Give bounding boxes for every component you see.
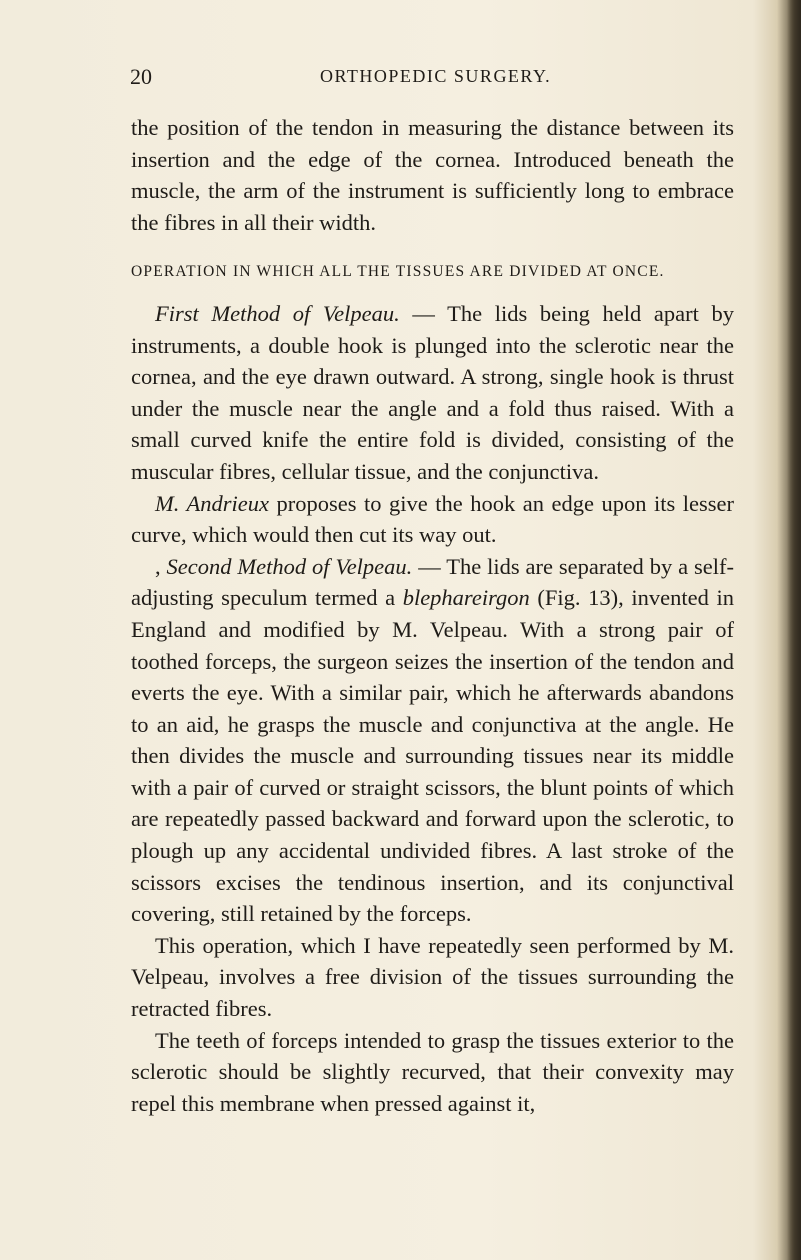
first-method-lead: First Method of Velpeau. xyxy=(155,300,400,326)
page-number: 20 xyxy=(130,64,152,89)
first-method-text: — The lids being held apart by instruments, a double hook is plunged into the sclerotic near the cornea, and the eye drawn outward. A strong, single hook is thrust under the muscle near the angle and a fold thus raised. With a small curved knife the entire fold is divided, consisting of the muscular fibres, cellular tissue, and the conjunctiva. xyxy=(131,300,735,484)
blephareirgon-term: blephareirgon xyxy=(402,585,530,611)
andrieux-lead: M. Andrieux xyxy=(155,490,269,516)
paragraph-forceps-teeth: The teeth of forceps intended to grasp the tissues exterior to the sclerotic should be slightly recurved, that their convexity may repel this membrane when pressed against it, xyxy=(131,1027,734,1116)
running-head: ORTHOPEDIC SURGERY. xyxy=(320,66,552,86)
page-body xyxy=(131,112,734,1119)
second-method-text-1: — The lids are separated by a self-adjusting speculum termed a xyxy=(131,553,734,611)
andrieux-text: proposes to give the hook an edge upon its lesser curve, which would then cut its way out. xyxy=(131,490,734,548)
second-method-lead: Second Method of Velpeau. xyxy=(166,553,413,579)
section-heading: OPERATION IN WHICH ALL THE TISSUES ARE DIVIDED AT ONCE. xyxy=(131,263,665,281)
paragraph-continuation: the position of the tendon in measuring the distance between its insertion and the edge of the cornea. Introduced beneath the muscle, the arm of the instrument is sufficiently long to embrace the fibres in all their width. xyxy=(131,115,734,235)
paragraph-observation: This operation, which I have repeatedly seen performed by M. Velpeau, involves a free division of the tissues surrounding the retracted fibres. xyxy=(131,932,734,1022)
paragraph-andrieux xyxy=(131,488,734,551)
book-spine-shadow xyxy=(787,0,801,1260)
paragraph-second-method xyxy=(131,551,734,930)
stray-mark: , xyxy=(155,553,167,579)
paragraph-first-method xyxy=(131,298,734,488)
page-header xyxy=(130,64,730,100)
second-method-text-2: (Fig. 13), invented in England and modified by M. Velpeau. With a strong pair of toothed forceps, the surgeon seizes the insertion of the tendon and everts the eye. With a similar pair, which he afterwards abandons to an aid, he grasps the muscle and conjunctiva at the angle. He then divides the muscle and surrounding tissues near its middle with a pair of curved or straight scissors, the blunt points of which are repeatedly passed backward and forward upon the sclerotic, to plough up any accidental undivided fibres. A last stroke of the scissors excises the tendinous insertion, and its conjunctival covering, still retained by the forceps. xyxy=(131,585,734,927)
